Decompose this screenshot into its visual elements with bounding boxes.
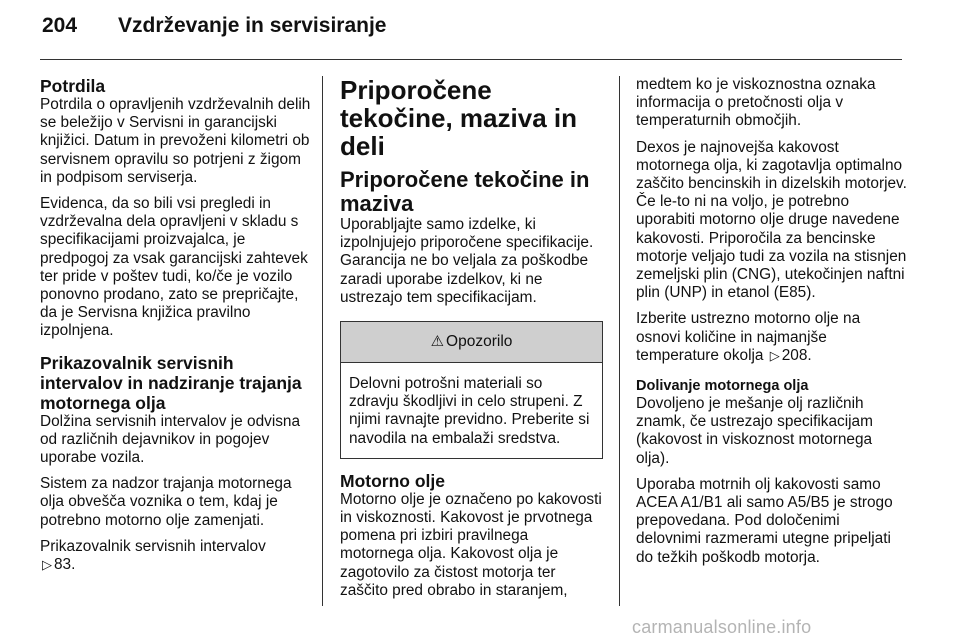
page-reference-link[interactable]: 208. bbox=[781, 346, 812, 364]
warning-triangle-icon: ⚠ bbox=[430, 333, 445, 351]
page-number: 204 bbox=[42, 14, 78, 37]
warning-title: Opozorilo bbox=[446, 333, 513, 351]
running-title: Vzdrževanje in servisiranje bbox=[118, 14, 387, 37]
heading-service-display: Prikazovalnik servisnih intervalov in nadziranje trajanja motornega olja bbox=[40, 352, 302, 413]
watermark: carmanualsonline.info bbox=[632, 617, 812, 637]
column-2 bbox=[340, 76, 603, 608]
column-3 bbox=[636, 76, 908, 575]
column-1 bbox=[40, 76, 312, 582]
page-header bbox=[42, 14, 920, 54]
arrow-right-icon: ▷ bbox=[769, 347, 780, 363]
paragraph: Motorno olje je označeno po kakovosti in viskoznosti. Kakovost je prvotnega pomena pri izbiri pravilnega motornega olja. Kakovost olja je zagotovilo za čistost motorja ter zaščito pred obrabo in staranjem, bbox=[340, 490, 602, 599]
heading-motor-oil: Motorno olje bbox=[340, 470, 445, 491]
header-divider bbox=[40, 59, 902, 60]
heading-potrdila: Potrdila bbox=[40, 76, 106, 96]
paragraph: Uporabljajte samo izdelke, ki izpolnjujejo priporočene specifikacije. Garancija ne bo veljala za poškodbe zaradi uporabe izdelkov, ki ne ustrezajo tem specifikacijam. bbox=[340, 216, 594, 306]
paragraph-with-reference: Prikazovalnik servisnih intervalov ▷ 83. bbox=[40, 537, 266, 574]
column-divider-2 bbox=[619, 76, 620, 606]
paragraph: Evidenca, da so bili vsi pregledi in vzdrževalna dela opravljeni v skladu s specifikacijami proizvajalca, je predpogoj za vsak garancijski zahtevek ter pride v poštev tudi, ko/če je vozilo ponovno prodano, zato se prepričajte, da je Servisna knjižica pravilno izpolnjena. bbox=[40, 195, 308, 340]
warning-box bbox=[340, 321, 603, 459]
column-divider-1 bbox=[322, 76, 323, 606]
paragraph: Dovoljeno je mešanje olj različnih znamk, če ustrezajo specifikacijam (kakovost in viskoznost motornega olja). bbox=[636, 395, 873, 467]
page-reference-link[interactable]: 83. bbox=[54, 556, 76, 574]
warning-header bbox=[341, 322, 602, 363]
subsection-title: Priporočene tekočine in maziva bbox=[340, 167, 590, 216]
arrow-right-icon: ▷ bbox=[42, 557, 52, 573]
paragraph: Potrdila o opravljenih vzdrževalnih delih se beležijo v Servisni in garancijski knjižici. Datum in prevoženi kilometri ob servisnem opravilu so potrjeni z žigom in podpisom serviserja. bbox=[40, 96, 311, 186]
section-title: Priporočene tekočine, maziva in deli bbox=[340, 75, 577, 161]
warning-text: Delovni potrošni materiali so zdravju škodljivi in celo strupeni. Z njimi ravnajte previdno. Preberite si navodila na embalaži sredstva. bbox=[349, 375, 590, 447]
paragraph-with-reference: Izberite ustrezno motorno olje na osnovi količine in najmanjše temperature okolja ▷ 208. bbox=[636, 310, 861, 364]
paragraph: medtem ko je viskoznostna oznaka informacija o pretočnosti olja v temperaturnih območjih. bbox=[636, 76, 876, 130]
paragraph: Sistem za nadzor trajanja motornega olja obvešča voznika o tem, kdaj je potrebno motorno olje zamenjati. bbox=[40, 475, 292, 529]
paragraph: Dexos je najnovejša kakovost motornega olja, ki zagotavlja optimalno zaščito bencinskih in dizelskih motorjev. Če le-to ni na voljo, je potrebno uporabiti motorno olje druge navedene kakovosti. Priporočila za bencinske motorje veljajo tudi za vozila na stisnjen zemeljski plin (CNG), utekočinjen naftni plin (UNP) in etanol (E85). bbox=[636, 138, 907, 302]
paragraph: Dolžina servisnih intervalov je odvisna od različnih dejavnikov in pogojev uporabe vozila. bbox=[40, 412, 301, 467]
paragraph: Uporaba motrnih olj kakovosti samo ACEA A1/B1 ali samo A5/B5 je strogo prepovedana. Pod določenimi delovnimi razmerami utegne pripeljati do težkih poškodb motorja. bbox=[636, 475, 893, 566]
heading-topping-up: Dolivanje motornega olja bbox=[636, 378, 809, 395]
